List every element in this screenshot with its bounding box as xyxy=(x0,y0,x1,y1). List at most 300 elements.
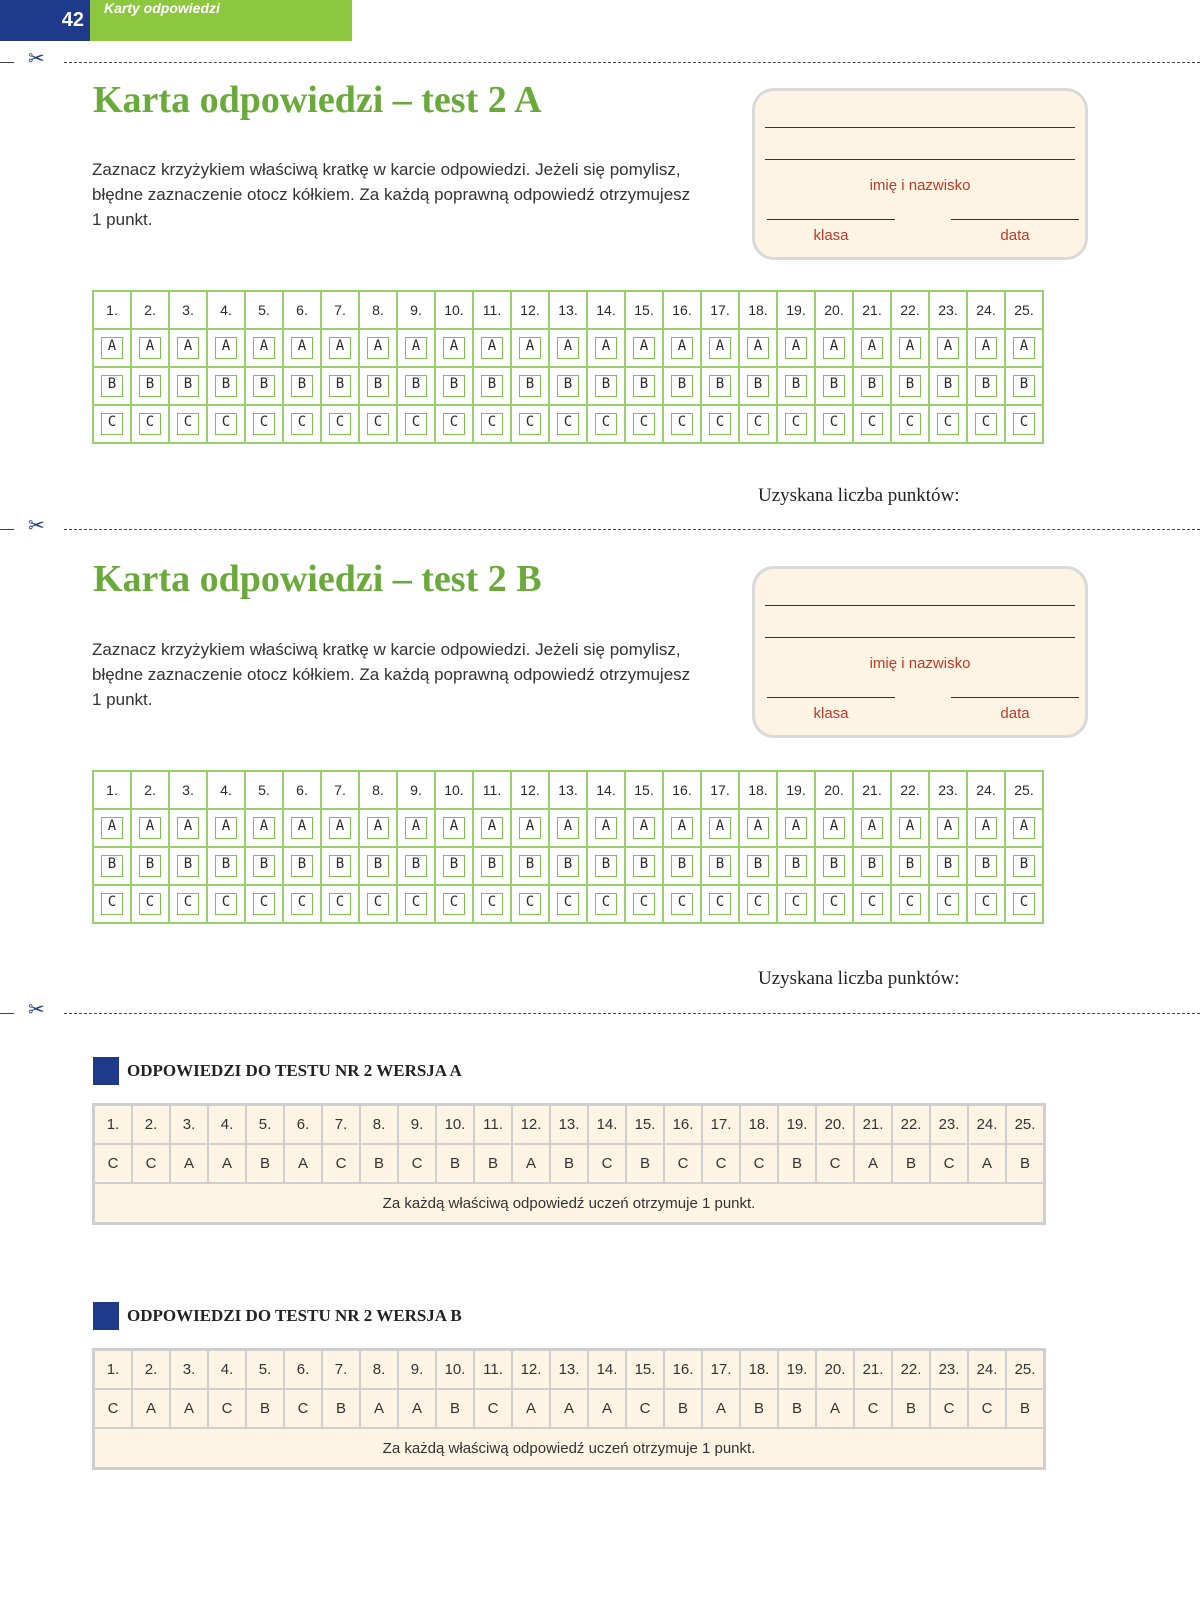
question-number: 17. xyxy=(701,771,739,809)
class-line[interactable] xyxy=(767,219,895,220)
question-number: 23. xyxy=(930,1105,968,1145)
answer-checkbox[interactable]: A xyxy=(367,337,389,359)
answer-checkbox[interactable]: B xyxy=(861,375,883,397)
answer-checkbox[interactable]: A xyxy=(405,337,427,359)
correct-answer: B xyxy=(778,1389,816,1428)
answer-checkbox[interactable]: C xyxy=(861,893,883,915)
answer-checkbox[interactable]: C xyxy=(215,893,237,915)
correct-answer: A xyxy=(702,1389,740,1428)
question-number: 25. xyxy=(1006,1350,1045,1390)
answer-checkbox[interactable]: A xyxy=(291,337,313,359)
answer-checkbox[interactable]: A xyxy=(747,817,769,839)
question-number: 6. xyxy=(284,1350,322,1390)
answer-checkbox[interactable]: B xyxy=(1013,375,1035,397)
answer-checkbox[interactable]: A xyxy=(253,337,275,359)
answer-checkbox[interactable]: B xyxy=(557,855,579,877)
question-number: 6. xyxy=(283,291,321,329)
correct-answer: C xyxy=(968,1389,1006,1428)
answer-checkbox[interactable]: A xyxy=(177,817,199,839)
question-number: 15. xyxy=(625,291,663,329)
cut-line xyxy=(0,997,1200,1023)
answer-checkbox[interactable]: B xyxy=(557,375,579,397)
answer-checkbox[interactable]: B xyxy=(671,375,693,397)
question-number: 21. xyxy=(854,1105,892,1145)
correct-answer: A xyxy=(208,1144,246,1183)
question-number: 18. xyxy=(740,1350,778,1390)
correct-answer: A xyxy=(854,1144,892,1183)
answer-checkbox[interactable]: C xyxy=(747,893,769,915)
answer-checkbox[interactable]: C xyxy=(595,893,617,915)
question-number: 20. xyxy=(816,1350,854,1390)
page-header xyxy=(0,0,352,41)
question-number: 23. xyxy=(929,771,967,809)
question-number: 5. xyxy=(246,1105,284,1145)
answer-checkbox[interactable]: B xyxy=(633,375,655,397)
answer-checkbox[interactable]: A xyxy=(329,817,351,839)
name-label: imię i nazwisko xyxy=(869,177,971,194)
answer-key-table xyxy=(92,1348,1046,1470)
answer-checkbox[interactable]: B xyxy=(937,375,959,397)
answer-checkbox[interactable]: A xyxy=(937,817,959,839)
question-number: 16. xyxy=(663,291,701,329)
correct-answer: B xyxy=(436,1144,474,1183)
answer-checkbox[interactable]: C xyxy=(443,413,465,435)
correct-answer: C xyxy=(816,1144,854,1183)
question-number: 15. xyxy=(625,771,663,809)
name-line[interactable] xyxy=(765,127,1075,128)
correct-answer: C xyxy=(94,1144,133,1183)
answer-checkbox[interactable]: B xyxy=(747,375,769,397)
answer-checkbox[interactable]: A xyxy=(633,337,655,359)
correct-answer: A xyxy=(512,1144,550,1183)
answer-checkbox[interactable]: B xyxy=(443,855,465,877)
answer-checkbox[interactable]: A xyxy=(443,817,465,839)
name-line[interactable] xyxy=(765,159,1075,160)
answer-checkbox[interactable]: B xyxy=(101,375,123,397)
correct-answer: B xyxy=(664,1389,702,1428)
correct-answer: B xyxy=(322,1389,360,1428)
answer-checkbox[interactable]: B xyxy=(785,855,807,877)
answer-checkbox[interactable]: C xyxy=(329,413,351,435)
question-number: 22. xyxy=(891,771,929,809)
answer-checkbox[interactable]: C xyxy=(975,893,997,915)
answer-checkbox[interactable]: C xyxy=(899,413,921,435)
question-number: 16. xyxy=(664,1105,702,1145)
correct-answer: A xyxy=(398,1389,436,1428)
correct-answer: C xyxy=(664,1144,702,1183)
answer-checkbox[interactable]: A xyxy=(519,337,541,359)
question-number: 4. xyxy=(207,291,245,329)
correct-answer: C xyxy=(740,1144,778,1183)
answer-checkbox[interactable]: A xyxy=(785,337,807,359)
answer-checkbox[interactable]: C xyxy=(215,413,237,435)
answer-checkbox[interactable]: B xyxy=(709,375,731,397)
question-number: 24. xyxy=(967,291,1005,329)
answer-checkbox[interactable]: C xyxy=(481,893,503,915)
answer-checkbox[interactable]: A xyxy=(899,337,921,359)
score-label: Uzyskana liczba punktów: xyxy=(758,968,960,989)
answer-checkbox[interactable]: B xyxy=(899,855,921,877)
heading-marker xyxy=(93,1302,119,1330)
question-number: 19. xyxy=(777,771,815,809)
answer-checkbox[interactable]: A xyxy=(671,817,693,839)
answer-checkbox[interactable]: C xyxy=(519,413,541,435)
answer-checkbox[interactable]: B xyxy=(177,375,199,397)
answer-checkbox[interactable]: A xyxy=(823,337,845,359)
question-number: 17. xyxy=(702,1350,740,1390)
answer-checkbox[interactable]: A xyxy=(405,817,427,839)
question-number: 9. xyxy=(397,291,435,329)
question-number: 7. xyxy=(322,1350,360,1390)
question-number: 24. xyxy=(967,771,1005,809)
question-number: 22. xyxy=(891,291,929,329)
question-number: 12. xyxy=(511,291,549,329)
question-number: 24. xyxy=(968,1105,1006,1145)
correct-answer: B xyxy=(360,1144,398,1183)
correct-answer: B xyxy=(1006,1144,1045,1183)
question-number: 8. xyxy=(359,291,397,329)
date-line[interactable] xyxy=(951,697,1079,698)
answer-checkbox[interactable]: B xyxy=(709,855,731,877)
question-number: 7. xyxy=(321,771,359,809)
answer-checkbox[interactable]: C xyxy=(1013,893,1035,915)
question-number: 25. xyxy=(1005,291,1043,329)
correct-answer: C xyxy=(94,1389,133,1428)
answer-checkbox[interactable]: C xyxy=(785,893,807,915)
question-number: 12. xyxy=(512,1105,550,1145)
answer-checkbox[interactable]: C xyxy=(101,893,123,915)
answer-checkbox[interactable]: C xyxy=(139,413,161,435)
answer-checkbox[interactable]: B xyxy=(215,375,237,397)
answer-checkbox[interactable]: C xyxy=(329,893,351,915)
question-number-row xyxy=(94,1105,1045,1145)
correct-answer: B xyxy=(778,1144,816,1183)
answer-checkbox[interactable]: B xyxy=(519,375,541,397)
answer-checkbox[interactable]: B xyxy=(823,375,845,397)
correct-answer: A xyxy=(284,1144,322,1183)
question-number: 10. xyxy=(436,1105,474,1145)
answer-checkbox[interactable]: A xyxy=(329,337,351,359)
answer-checkbox[interactable]: B xyxy=(937,855,959,877)
question-number-row xyxy=(93,291,1043,329)
score-label: Uzyskana liczba punktów: xyxy=(758,485,960,506)
correct-answer: C xyxy=(702,1144,740,1183)
question-number: 13. xyxy=(549,771,587,809)
answer-checkbox[interactable]: A xyxy=(937,337,959,359)
correct-answer: C xyxy=(474,1389,512,1428)
answer-checkbox[interactable]: A xyxy=(709,337,731,359)
question-number: 1. xyxy=(94,1105,133,1145)
question-number: 14. xyxy=(588,1105,626,1145)
answer-checkbox[interactable]: B xyxy=(367,375,389,397)
answer-checkbox[interactable]: A xyxy=(1013,337,1035,359)
answer-checkbox[interactable]: C xyxy=(671,413,693,435)
answer-checkbox[interactable]: B xyxy=(633,855,655,877)
question-number: 12. xyxy=(511,771,549,809)
correct-answer: A xyxy=(550,1389,588,1428)
answer-checkbox[interactable]: C xyxy=(633,413,655,435)
answer-checkbox[interactable]: C xyxy=(785,413,807,435)
answer-checkbox[interactable]: C xyxy=(975,413,997,435)
answer-checkbox[interactable]: C xyxy=(177,893,199,915)
answer-checkbox[interactable]: B xyxy=(519,855,541,877)
answer-checkbox[interactable]: A xyxy=(975,817,997,839)
question-number: 3. xyxy=(169,771,207,809)
answer-checkbox[interactable]: C xyxy=(367,893,389,915)
answer-checkbox[interactable]: A xyxy=(595,817,617,839)
option-row xyxy=(93,809,1043,847)
option-row xyxy=(93,329,1043,367)
correct-answer: C xyxy=(284,1389,322,1428)
question-number: 19. xyxy=(777,291,815,329)
question-number: 20. xyxy=(816,1105,854,1145)
answer-checkbox[interactable]: C xyxy=(139,893,161,915)
question-number: 20. xyxy=(815,291,853,329)
question-number: 20. xyxy=(815,771,853,809)
correct-answer: C xyxy=(588,1144,626,1183)
scoring-note: Za każdą właściwą odpowiedź uczeń otrzymuje 1 punkt. xyxy=(94,1428,1045,1469)
answer-checkbox[interactable]: C xyxy=(101,413,123,435)
answer-checkbox[interactable]: B xyxy=(975,375,997,397)
question-number: 3. xyxy=(170,1105,208,1145)
correct-answer: B xyxy=(626,1144,664,1183)
answer-checkbox[interactable]: A xyxy=(785,817,807,839)
question-number: 15. xyxy=(626,1105,664,1145)
question-number: 7. xyxy=(322,1105,360,1145)
card-instructions: Zaznacz krzyżykiem właściwą kratkę w karcie odpowiedzi. Jeżeli się pomylisz, błędne zaznaczenie otocz kółkiem. Za każdą poprawną odpowiedź otrzymujesz 1 punkt. xyxy=(92,160,691,229)
heading-marker xyxy=(93,1057,119,1085)
answer-checkbox[interactable]: C xyxy=(861,413,883,435)
answer-checkbox[interactable]: C xyxy=(443,893,465,915)
question-number: 10. xyxy=(435,771,473,809)
question-number: 2. xyxy=(132,1105,170,1145)
option-row xyxy=(93,847,1043,885)
date-line[interactable] xyxy=(951,219,1079,220)
student-info-box xyxy=(752,88,1088,260)
card-title: Karta odpowiedzi – test 2 A xyxy=(93,79,542,121)
answer-checkbox[interactable]: A xyxy=(823,817,845,839)
correct-answer: B xyxy=(474,1144,512,1183)
answer-checkbox[interactable]: C xyxy=(671,893,693,915)
answer-grid xyxy=(92,290,1044,444)
answer-checkbox[interactable]: B xyxy=(481,375,503,397)
answer-checkbox[interactable]: C xyxy=(937,893,959,915)
correct-answer: A xyxy=(816,1389,854,1428)
answer-checkbox[interactable]: B xyxy=(1013,855,1035,877)
answer-checkbox[interactable]: B xyxy=(975,855,997,877)
correct-answer: B xyxy=(246,1144,284,1183)
answer-checkbox[interactable]: B xyxy=(595,375,617,397)
question-number: 19. xyxy=(778,1105,816,1145)
answer-checkbox[interactable]: C xyxy=(709,413,731,435)
question-number: 8. xyxy=(360,1350,398,1390)
answer-checkbox[interactable]: B xyxy=(595,855,617,877)
question-number: 24. xyxy=(968,1350,1006,1390)
answer-checkbox[interactable]: A xyxy=(177,337,199,359)
correct-answer: C xyxy=(398,1144,436,1183)
answer-checkbox[interactable]: B xyxy=(291,855,313,877)
answer-checkbox[interactable]: C xyxy=(595,413,617,435)
correct-answer: C xyxy=(208,1389,246,1428)
correct-answer: B xyxy=(892,1144,930,1183)
question-number: 21. xyxy=(853,291,891,329)
answer-checkbox[interactable]: A xyxy=(291,817,313,839)
class-label: klasa xyxy=(813,705,849,722)
correct-answer: C xyxy=(322,1144,360,1183)
name-line[interactable] xyxy=(765,637,1075,638)
answer-checkbox[interactable]: A xyxy=(557,817,579,839)
answer-checkbox[interactable]: C xyxy=(557,413,579,435)
question-number: 25. xyxy=(1006,1105,1045,1145)
answer-checkbox[interactable]: C xyxy=(899,893,921,915)
answer-checkbox[interactable]: C xyxy=(747,413,769,435)
answer-checkbox[interactable]: A xyxy=(519,817,541,839)
correct-answer: B xyxy=(740,1389,778,1428)
question-number: 13. xyxy=(550,1350,588,1390)
question-number: 12. xyxy=(512,1350,550,1390)
answer-checkbox[interactable]: A xyxy=(747,337,769,359)
answer-checkbox[interactable]: B xyxy=(291,375,313,397)
answer-checkbox[interactable]: B xyxy=(899,375,921,397)
answer-checkbox[interactable]: C xyxy=(405,413,427,435)
question-number: 1. xyxy=(93,291,131,329)
answer-checkbox[interactable]: B xyxy=(405,375,427,397)
question-number: 25. xyxy=(1005,771,1043,809)
answer-checkbox[interactable]: B xyxy=(671,855,693,877)
answer-checkbox[interactable]: B xyxy=(329,855,351,877)
answer-checkbox[interactable]: A xyxy=(481,337,503,359)
answer-checkbox[interactable]: A xyxy=(595,337,617,359)
answer-checkbox[interactable]: A xyxy=(899,817,921,839)
correct-answer: A xyxy=(170,1389,208,1428)
answer-checkbox[interactable]: B xyxy=(481,855,503,877)
scissors-icon: ✂ xyxy=(28,513,45,537)
answer-checkbox[interactable]: C xyxy=(367,413,389,435)
answer-checkbox[interactable]: C xyxy=(253,413,275,435)
correct-answer: A xyxy=(968,1144,1006,1183)
answer-row xyxy=(94,1144,1045,1183)
answer-checkbox[interactable]: B xyxy=(177,855,199,877)
answer-checkbox[interactable]: C xyxy=(633,893,655,915)
name-line[interactable] xyxy=(765,605,1075,606)
correct-answer: A xyxy=(360,1389,398,1428)
answer-checkbox[interactable]: A xyxy=(101,337,123,359)
answer-checkbox[interactable]: A xyxy=(253,817,275,839)
question-number: 3. xyxy=(169,291,207,329)
answer-checkbox[interactable]: C xyxy=(481,413,503,435)
question-number: 2. xyxy=(131,771,169,809)
answer-checkbox[interactable]: B xyxy=(253,855,275,877)
answer-checkbox[interactable]: C xyxy=(557,893,579,915)
correct-answer: A xyxy=(512,1389,550,1428)
question-number: 9. xyxy=(398,1105,436,1145)
answer-checkbox[interactable]: C xyxy=(253,893,275,915)
question-number: 17. xyxy=(702,1105,740,1145)
answer-checkbox[interactable]: B xyxy=(861,855,883,877)
answer-checkbox[interactable]: A xyxy=(139,817,161,839)
question-number: 1. xyxy=(93,771,131,809)
answer-checkbox[interactable]: C xyxy=(177,413,199,435)
answer-checkbox[interactable]: C xyxy=(405,893,427,915)
question-number: 9. xyxy=(398,1350,436,1390)
correct-answer: B xyxy=(550,1144,588,1183)
question-number: 4. xyxy=(208,1350,246,1390)
answer-checkbox[interactable]: A xyxy=(671,337,693,359)
question-number: 10. xyxy=(435,291,473,329)
answer-checkbox[interactable]: C xyxy=(937,413,959,435)
answer-checkbox[interactable]: A xyxy=(215,337,237,359)
answer-checkbox[interactable]: A xyxy=(1013,817,1035,839)
date-label: data xyxy=(1000,705,1030,722)
answer-checkbox[interactable]: C xyxy=(291,893,313,915)
answer-checkbox[interactable]: C xyxy=(1013,413,1035,435)
question-number: 3. xyxy=(170,1350,208,1390)
question-number: 5. xyxy=(246,1350,284,1390)
answer-checkbox[interactable]: A xyxy=(861,337,883,359)
answer-checkbox[interactable]: C xyxy=(709,893,731,915)
answer-checkbox[interactable]: A xyxy=(443,337,465,359)
answer-checkbox[interactable]: A xyxy=(481,817,503,839)
answer-checkbox[interactable]: B xyxy=(405,855,427,877)
answer-checkbox[interactable]: A xyxy=(557,337,579,359)
question-number: 18. xyxy=(739,291,777,329)
answer-checkbox[interactable]: B xyxy=(329,375,351,397)
correct-answer: C xyxy=(930,1389,968,1428)
answer-checkbox[interactable]: B xyxy=(747,855,769,877)
answer-checkbox[interactable]: A xyxy=(367,817,389,839)
answer-checkbox[interactable]: C xyxy=(291,413,313,435)
answer-checkbox[interactable]: C xyxy=(519,893,541,915)
key-heading-text: ODPOWIEDZI DO TESTU NR 2 WERSJA B xyxy=(127,1306,462,1325)
question-number: 14. xyxy=(587,771,625,809)
answer-checkbox[interactable]: B xyxy=(215,855,237,877)
question-number: 18. xyxy=(739,771,777,809)
question-number: 13. xyxy=(549,291,587,329)
answer-checkbox[interactable]: B xyxy=(139,855,161,877)
answer-checkbox[interactable]: A xyxy=(633,817,655,839)
answer-checkbox[interactable]: A xyxy=(101,817,123,839)
question-number: 1. xyxy=(94,1350,133,1390)
answer-checkbox[interactable]: B xyxy=(443,375,465,397)
answer-checkbox[interactable]: C xyxy=(823,413,845,435)
question-number: 13. xyxy=(550,1105,588,1145)
question-number: 8. xyxy=(360,1105,398,1145)
answer-checkbox[interactable]: A xyxy=(861,817,883,839)
question-number: 2. xyxy=(131,291,169,329)
correct-answer: B xyxy=(246,1389,284,1428)
page-number: 42 xyxy=(0,0,90,41)
section-title: Karty odpowiedzi xyxy=(104,0,220,16)
class-line[interactable] xyxy=(767,697,895,698)
answer-checkbox[interactable]: B xyxy=(139,375,161,397)
answer-checkbox[interactable]: A xyxy=(975,337,997,359)
correct-answer: B xyxy=(436,1389,474,1428)
question-number: 16. xyxy=(663,771,701,809)
question-number: 6. xyxy=(283,771,321,809)
answer-checkbox[interactable]: C xyxy=(823,893,845,915)
answer-checkbox[interactable]: A xyxy=(139,337,161,359)
answer-checkbox[interactable]: B xyxy=(785,375,807,397)
answer-checkbox[interactable]: B xyxy=(823,855,845,877)
key-heading-text: ODPOWIEDZI DO TESTU NR 2 WERSJA A xyxy=(127,1061,462,1080)
answer-checkbox[interactable]: A xyxy=(215,817,237,839)
answer-checkbox[interactable]: B xyxy=(101,855,123,877)
date-label: data xyxy=(1000,227,1030,244)
correct-answer: B xyxy=(1006,1389,1045,1428)
answer-checkbox[interactable]: A xyxy=(709,817,731,839)
answer-checkbox[interactable]: B xyxy=(367,855,389,877)
answer-checkbox[interactable]: B xyxy=(253,375,275,397)
